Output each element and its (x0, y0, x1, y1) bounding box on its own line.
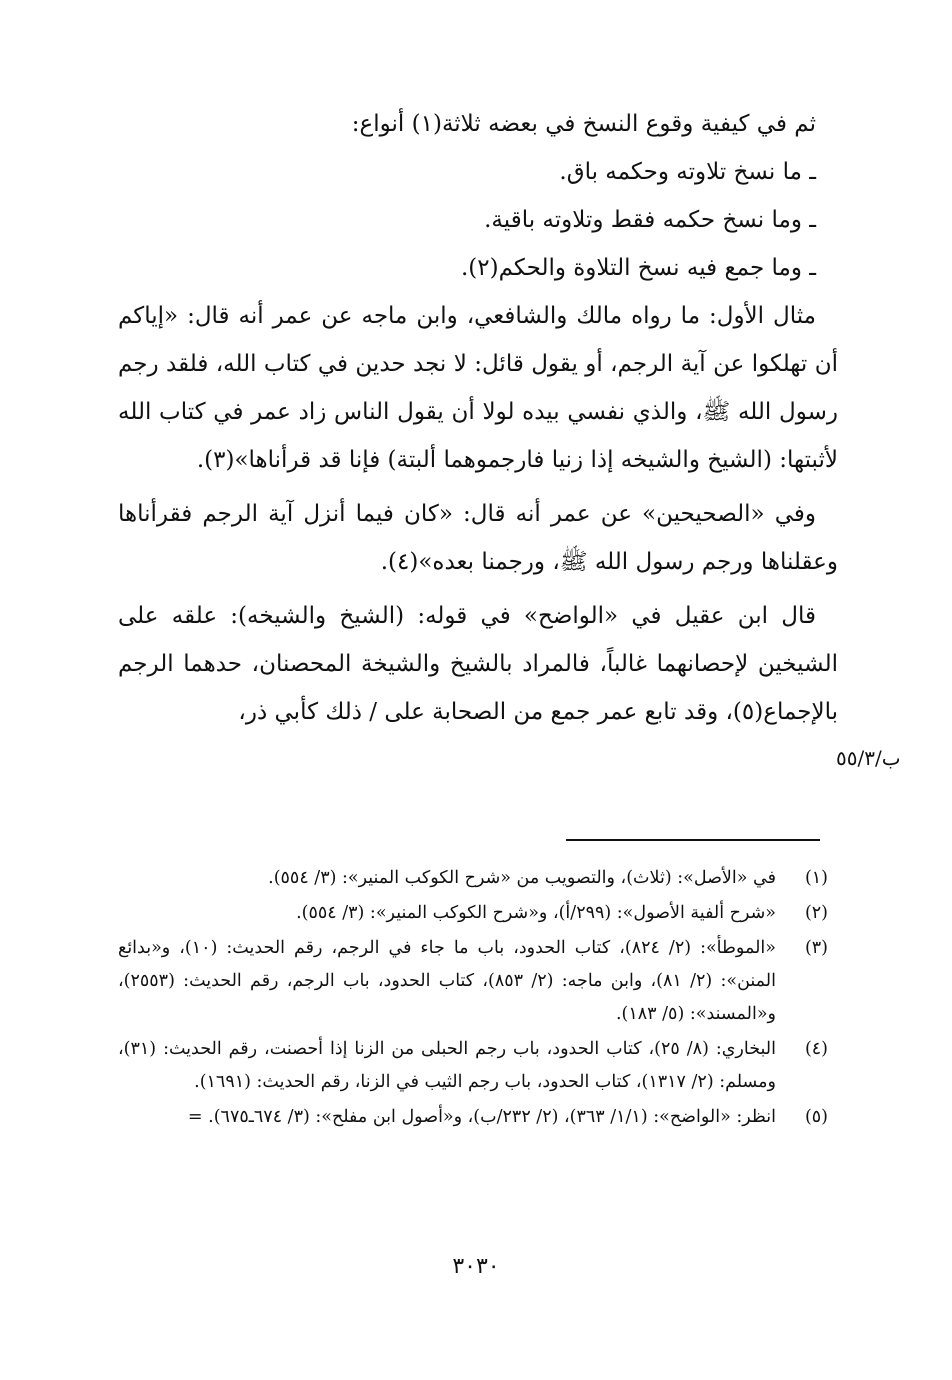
footnotes (118, 862, 828, 1136)
margin-folio-note: ب/٥٥/٣ (836, 746, 901, 770)
footnote-text: «شرح ألفية الأصول»: (٢٩٩/أ)، و«شرح الكوكب المنير»: (٣/ ٥٥٤). (296, 903, 776, 923)
footnote-number: (٥) (804, 1107, 828, 1127)
footnote (118, 897, 828, 930)
paragraph-ibn-aqil: قال ابن عقيل في «الواضح» في قوله: (الشيخ والشيخه): علقه على الشيخين لإحصانهما غالباً، فالمراد بالشيخ والشيخة المحصنان، حدهما الرجم بالإجماع(٥)، وقد تابع عمر جمع من الصحابة على / ذلك كأبي ذر، (118, 603, 838, 725)
footnote-number: (١) (804, 868, 828, 888)
footnote-text: في «الأصل»: (ثلاث)، والتصويب من «شرح الكوكب المنير»: (٣/ ٥٥٤). (268, 868, 776, 888)
page-number: ٣٠٣٠ (452, 1254, 500, 1279)
paragraph-first-example: مثال الأول: ما رواه مالك والشافعي، وابن ماجه عن عمر أنه قال: «إياكم أن تهلكوا عن آية الرجم، أو يقول قائل: لا نجد حدين في كتاب الله، فلقد رجم رسول الله ﷺ، والذي نفسي بيده لولا أن يقول الناس زاد عمر في كتاب الله لأثبتها: (الشيخ والشيخه إذا زنيا فارجموهما ألبتة) فإنا قد قرأناها»(٣). (118, 303, 838, 473)
footnote (118, 932, 828, 1031)
footnote-text: انظر: «الواضح»: (١/١/ ٣٦٣)، (٢/ ٢٣٢/ب)، و«أصول ابن مفلح»: (٣/ ٦٧٤ـ٦٧٥). = (187, 1107, 776, 1127)
footnote-number: (٢) (804, 903, 828, 923)
footnote-number: (٤) (804, 1039, 828, 1059)
list-item: ـ ما نسخ تلاوته وحكمه باق. (559, 159, 816, 185)
list-item: ـ وما جمع فيه نسخ التلاوة والحكم(٢). (460, 255, 816, 281)
footnote-number: (٣) (804, 938, 828, 958)
footnote-divider (566, 839, 820, 841)
intro-line: ثم في كيفية وقوع النسخ في بعضه ثلاثة(١) أنواع: (351, 111, 816, 137)
footnote-text: البخاري: (٨/ ٢٥)، كتاب الحدود، باب رجم الحبلى من الزنا إذا أحصنت، رقم الحديث: (٣١)، ومسلم: (٢/ ١٣١٧)، كتاب الحدود، باب رجم الثيب في الزنا، رقم الحديث: (١٦٩١). (118, 1039, 776, 1092)
main-text (118, 100, 838, 736)
footnote-text: «الموطأ»: (٢/ ٨٢٤)، كتاب الحدود، باب ما جاء في الرجم، رقم الحديث: (١٠)، و«بدائع المنن»: (٢/ ٨١)، وابن ماجه: (٢/ ٨٥٣)، كتاب الحدود، باب الرجم، رقم الحديث: (٢٥٥٣)، و«المسند»: (٥/ ١٨٣). (118, 938, 776, 1024)
footnote (118, 1033, 828, 1099)
footnote (118, 1101, 828, 1134)
paragraph-sahihayn: وفي «الصحيحين» عن عمر أنه قال: «كان فيما أنزل آية الرجم فقرأناها وعقلناها ورجم رسول الله ﷺ، ورجمنا بعده»(٤). (118, 501, 838, 575)
footnote (118, 862, 828, 895)
list-item: ـ وما نسخ حكمه فقط وتلاوته باقية. (484, 207, 816, 233)
